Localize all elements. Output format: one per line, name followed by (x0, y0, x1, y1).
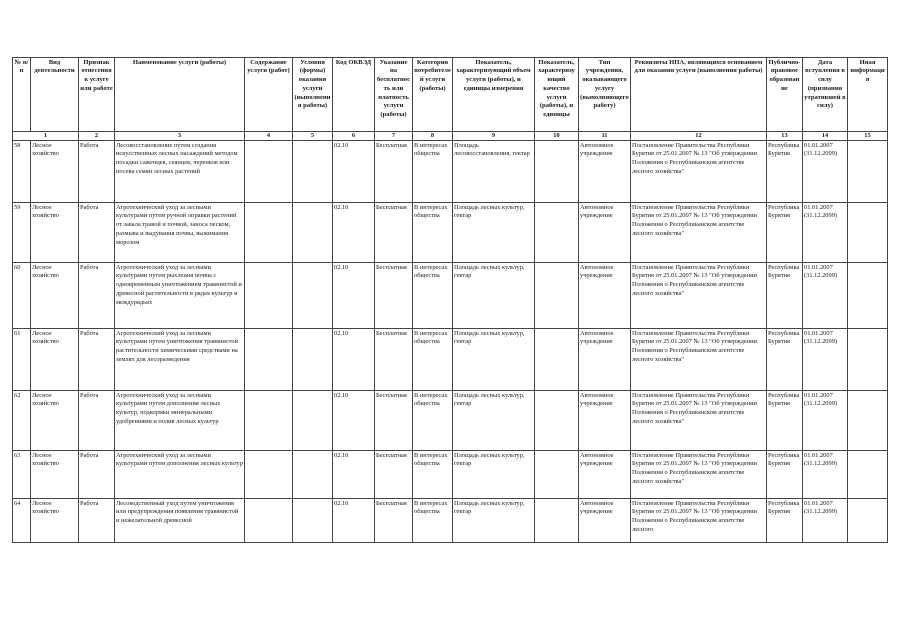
payment-cell (375, 263, 413, 329)
institution-type-cell (579, 451, 631, 499)
public-entity-cell-text: Республика Бурятия (768, 141, 800, 158)
conditions-cell (293, 499, 333, 543)
type-cell (79, 329, 115, 391)
content-cell (245, 391, 293, 451)
header-cell: Реквизиты НПА, являющихся основанием для оказания услуги (выполнения работы) (631, 58, 767, 132)
header-cell: Содержание услуги (работ) (245, 58, 293, 132)
header-cell: Условия (формы) оказания услуги (выполнения работы) (293, 58, 333, 132)
header-cell: Показатель, характеризующий качество услуги (работы), и единицы (535, 58, 579, 132)
row-number-text: 61 (14, 329, 21, 337)
service-name-cell (115, 203, 245, 263)
header-cell: № п/п (13, 58, 31, 132)
public-entity-cell (767, 203, 803, 263)
public-entity-cell (767, 451, 803, 499)
volume-indicator-cell-text: Площадь лесных культур, гектар (454, 391, 525, 408)
public-entity-cell (767, 391, 803, 451)
conditions-cell (293, 263, 333, 329)
content-cell (245, 141, 293, 203)
table-row (13, 499, 888, 543)
table-body (13, 132, 888, 543)
effective-date-cell (803, 203, 848, 263)
institution-type-cell (579, 203, 631, 263)
payment-cell-text: Бесплатная (376, 391, 407, 399)
okved-cell-text: 02.10 (334, 391, 349, 399)
quality-indicator-cell (535, 329, 579, 391)
legal-basis-cell-text: Постановление Правительства Республики Бурятия от 25.01.2007 № 13 "Об утверждении Положения о Республиканском агентстве лесного хозяйства" (632, 203, 757, 237)
table-row (13, 263, 888, 329)
payment-cell (375, 451, 413, 499)
content-cell (245, 203, 293, 263)
consumer-category-cell (413, 141, 453, 203)
payment-cell (375, 141, 413, 203)
consumer-category-cell (413, 499, 453, 543)
legal-basis-cell (631, 141, 767, 203)
conditions-cell (293, 329, 333, 391)
institution-type-cell (579, 499, 631, 543)
volume-indicator-cell (453, 263, 535, 329)
volume-indicator-cell-text: Площадь лесных культур, гектар (454, 329, 525, 346)
row-number (13, 203, 31, 263)
institution-type-cell-text: Автономное учреждение (580, 263, 614, 280)
okved-cell-text: 02.10 (334, 141, 349, 149)
header-cell: Наименование услуги (работы) (115, 58, 245, 132)
volume-indicator-cell-text: Площадь лесных культур, гектар (454, 203, 525, 220)
volume-indicator-cell-text: Площадь лесных культур, гектар (454, 499, 525, 516)
public-entity-cell-text: Республика Бурятия (768, 451, 800, 468)
okved-cell (333, 329, 375, 391)
consumer-category-cell (413, 451, 453, 499)
other-info-cell (848, 263, 888, 329)
service-name-cell (115, 451, 245, 499)
legal-basis-cell (631, 203, 767, 263)
legal-basis-cell-text: Постановление Правительства Республики Бурятия от 25.01.2007 № 13 "Об утверждении Положения о Республиканском агентстве лесного хозяйства" (632, 451, 757, 485)
institution-type-cell (579, 141, 631, 203)
payment-cell-text: Бесплатная (376, 499, 407, 507)
institution-type-cell-text: Автономное учреждение (580, 391, 614, 408)
column-number: 11 (579, 132, 631, 141)
activity-cell-text: Лесное хозяйство (32, 499, 59, 516)
okved-cell (333, 451, 375, 499)
conditions-cell (293, 141, 333, 203)
consumer-category-cell (413, 203, 453, 263)
volume-indicator-cell (453, 451, 535, 499)
consumer-category-cell-text: В интересах общества (414, 451, 448, 468)
header-cell: Показатель, характеризующий объем услуги (работы), и единицы измерения (453, 58, 535, 132)
table-row (13, 451, 888, 499)
header-cell: Признак отнесения к услуге или работе (79, 58, 115, 132)
public-entity-cell (767, 499, 803, 543)
type-cell-text: Работа (80, 263, 99, 271)
conditions-cell (293, 451, 333, 499)
payment-cell-text: Бесплатная (376, 203, 407, 211)
type-cell-text: Работа (80, 499, 99, 507)
header-row (13, 58, 888, 132)
effective-date-cell-text: 01.01.2007 (31.12.2099) (804, 263, 838, 280)
volume-indicator-cell (453, 203, 535, 263)
row-number (13, 329, 31, 391)
content-cell (245, 263, 293, 329)
services-table (12, 57, 888, 543)
quality-indicator-cell (535, 263, 579, 329)
activity-cell-text: Лесное хозяйство (32, 203, 59, 220)
activity-cell-text: Лесное хозяйство (32, 329, 59, 346)
table-row (13, 391, 888, 451)
public-entity-cell-text: Республика Бурятия (768, 499, 800, 516)
header-cell: Указание на бесплатность или платность услуги (работы) (375, 58, 413, 132)
payment-cell-text: Бесплатная (376, 329, 407, 337)
row-number (13, 141, 31, 203)
type-cell (79, 391, 115, 451)
column-number: 15 (848, 132, 888, 141)
other-info-cell (848, 499, 888, 543)
consumer-category-cell (413, 391, 453, 451)
institution-type-cell (579, 263, 631, 329)
institution-type-cell (579, 391, 631, 451)
consumer-category-cell (413, 329, 453, 391)
activity-cell (31, 451, 79, 499)
volume-indicator-cell (453, 329, 535, 391)
header-cell: Публично-правовое образование (767, 58, 803, 132)
row-number (13, 499, 31, 543)
payment-cell (375, 329, 413, 391)
row-number-text: 63 (14, 451, 21, 459)
effective-date-cell (803, 451, 848, 499)
column-number: 3 (115, 132, 245, 141)
row-number-text: 64 (14, 499, 21, 507)
type-cell-text: Работа (80, 451, 99, 459)
service-name-cell-text: Лесоводственный уход путем уничтожения или предупреждения появления травянистой и нежелательной древесной (116, 499, 239, 525)
column-number: 1 (13, 132, 79, 141)
conditions-cell (293, 391, 333, 451)
okved-cell (333, 141, 375, 203)
okved-cell (333, 263, 375, 329)
public-entity-cell (767, 141, 803, 203)
content-cell (245, 451, 293, 499)
activity-cell (31, 499, 79, 543)
institution-type-cell-text: Автономное учреждение (580, 329, 614, 346)
header-cell: Категория потребителей услуги (работы) (413, 58, 453, 132)
activity-cell-text: Лесное хозяйство (32, 141, 59, 158)
table-row (13, 203, 888, 263)
header-cell: Дата вступления в силу (признания утратившей в силу) (803, 58, 848, 132)
consumer-category-cell (413, 263, 453, 329)
public-entity-cell (767, 329, 803, 391)
column-number: 12 (631, 132, 767, 141)
consumer-category-cell-text: В интересах общества (414, 141, 448, 158)
header-cell: Код ОКВЭД (333, 58, 375, 132)
volume-indicator-cell-text: Площадь лесных культур, гектар (454, 451, 525, 468)
volume-indicator-cell-text: Площадь лесовосстановления, гектар (454, 141, 530, 158)
legal-basis-cell-text: Постановление Правительства Республики Бурятия от 25.01.2007 № 13 "Об утверждении Положения о Республиканском агентстве лесного (632, 499, 757, 533)
legal-basis-cell (631, 263, 767, 329)
content-cell (245, 499, 293, 543)
volume-indicator-cell (453, 499, 535, 543)
institution-type-cell (579, 329, 631, 391)
document-page (12, 57, 887, 543)
effective-date-cell-text: 01.01.2007 (31.12.2099) (804, 329, 838, 346)
public-entity-cell-text: Республика Бурятия (768, 329, 800, 346)
effective-date-cell-text: 01.01.2007 (31.12.2099) (804, 499, 838, 516)
effective-date-cell-text: 01.01.2007 (31.12.2099) (804, 391, 838, 408)
column-number: 14 (803, 132, 848, 141)
row-number (13, 391, 31, 451)
institution-type-cell-text: Автономное учреждение (580, 451, 614, 468)
table-row (13, 329, 888, 391)
okved-cell-text: 02.10 (334, 263, 349, 271)
other-info-cell (848, 391, 888, 451)
row-number-text: 58 (14, 141, 21, 149)
legal-basis-cell (631, 499, 767, 543)
column-number: 7 (375, 132, 413, 141)
effective-date-cell (803, 263, 848, 329)
institution-type-cell-text: Автономное учреждение (580, 141, 614, 158)
legal-basis-cell (631, 329, 767, 391)
activity-cell-text: Лесное хозяйство (32, 263, 59, 280)
okved-cell-text: 02.10 (334, 499, 349, 507)
quality-indicator-cell (535, 499, 579, 543)
payment-cell-text: Бесплатная (376, 451, 407, 459)
okved-cell (333, 203, 375, 263)
effective-date-cell-text: 01.01.2007 (31.12.2099) (804, 451, 838, 468)
service-name-cell (115, 391, 245, 451)
service-name-cell (115, 329, 245, 391)
public-entity-cell-text: Республика Бурятия (768, 263, 800, 280)
service-name-cell (115, 141, 245, 203)
payment-cell (375, 499, 413, 543)
payment-cell-text: Бесплатная (376, 263, 407, 271)
quality-indicator-cell (535, 203, 579, 263)
legal-basis-cell-text: Постановление Правительства Республики Бурятия от 25.01.2007 № 13 "Об утверждении Положения о Республиканском агентстве лесного хозяйства" (632, 329, 757, 363)
public-entity-cell-text: Республика Бурятия (768, 391, 800, 408)
activity-cell (31, 263, 79, 329)
activity-cell (31, 141, 79, 203)
volume-indicator-cell-text: Площадь лесных культур, гектар (454, 263, 525, 280)
institution-type-cell-text: Автономное учреждение (580, 499, 614, 516)
header-cell: Вид деятельности (31, 58, 79, 132)
type-cell (79, 141, 115, 203)
conditions-cell (293, 203, 333, 263)
consumer-category-cell-text: В интересах общества (414, 263, 448, 280)
column-number: 9 (453, 132, 535, 141)
activity-cell-text: Лесное хозяйство (32, 391, 59, 408)
okved-cell (333, 391, 375, 451)
type-cell-text: Работа (80, 329, 99, 337)
legal-basis-cell (631, 451, 767, 499)
column-number: 13 (767, 132, 803, 141)
payment-cell-text: Бесплатная (376, 141, 407, 149)
table-row (13, 141, 888, 203)
legal-basis-cell-text: Постановление Правительства Республики Бурятия от 25.01.2007 № 13 "Об утверждении Положения о Республиканском агентстве лесного хозяйства" (632, 263, 757, 297)
legal-basis-cell-text: Постановление Правительства Республики Бурятия от 25.01.2007 № 13 "Об утверждении Положения о Республиканском агентстве лесного хозяйства" (632, 141, 757, 175)
type-cell-text: Работа (80, 203, 99, 211)
service-name-cell-text: Агротехнический уход за лесными культурами путем дополнения лесных культур (116, 451, 243, 468)
column-number: 8 (413, 132, 453, 141)
legal-basis-cell-text: Постановление Правительства Республики Бурятия от 25.01.2007 № 13 "Об утверждении Положения о Республиканском агентстве лесного хозяйства" (632, 391, 757, 425)
type-cell-text: Работа (80, 141, 99, 149)
quality-indicator-cell (535, 391, 579, 451)
row-number (13, 263, 31, 329)
content-cell (245, 329, 293, 391)
institution-type-cell-text: Автономное учреждение (580, 203, 614, 220)
row-number-text: 59 (14, 203, 21, 211)
activity-cell (31, 391, 79, 451)
column-number: 4 (245, 132, 293, 141)
column-number: 5 (293, 132, 333, 141)
activity-cell-text: Лесное хозяйство (32, 451, 59, 468)
effective-date-cell (803, 141, 848, 203)
service-name-cell (115, 263, 245, 329)
volume-indicator-cell (453, 391, 535, 451)
effective-date-cell-text: 01.01.2007 (31.12.2099) (804, 141, 838, 158)
okved-cell-text: 02.10 (334, 329, 349, 337)
service-name-cell-text: Агротехнический уход за лесными культурами путем дополнения лесных культур, подкормки минеральными удобрениями и полив лесных культур (116, 391, 221, 425)
effective-date-cell (803, 499, 848, 543)
type-cell (79, 203, 115, 263)
header-cell: Тип учреждения, оказывающего услугу (выполняющего работу) (579, 58, 631, 132)
public-entity-cell-text: Республика Бурятия (768, 203, 800, 220)
quality-indicator-cell (535, 451, 579, 499)
public-entity-cell (767, 263, 803, 329)
payment-cell (375, 203, 413, 263)
row-number-text: 60 (14, 263, 21, 271)
column-number: 2 (79, 132, 115, 141)
quality-indicator-cell (535, 141, 579, 203)
effective-date-cell (803, 391, 848, 451)
other-info-cell (848, 141, 888, 203)
activity-cell (31, 329, 79, 391)
service-name-cell (115, 499, 245, 543)
column-number-row (13, 132, 888, 141)
volume-indicator-cell (453, 141, 535, 203)
column-number: 6 (333, 132, 375, 141)
other-info-cell (848, 329, 888, 391)
consumer-category-cell-text: В интересах общества (414, 499, 448, 516)
consumer-category-cell-text: В интересах общества (414, 329, 448, 346)
type-cell (79, 263, 115, 329)
type-cell (79, 499, 115, 543)
legal-basis-cell (631, 391, 767, 451)
payment-cell (375, 391, 413, 451)
service-name-cell-text: Лесовосстановление путем создания искусственных лесных насаждений методом посадки саженцев, сеянцев, черенков или посева семян лесных растений (116, 141, 238, 175)
effective-date-cell (803, 329, 848, 391)
effective-date-cell-text: 01.01.2007 (31.12.2099) (804, 203, 838, 220)
okved-cell (333, 499, 375, 543)
type-cell (79, 451, 115, 499)
other-info-cell (848, 203, 888, 263)
service-name-cell-text: Агротехнический уход за лесными культурами путем уничтожения травянистой растительности химическими средствами на землях для лесоразведения (116, 329, 238, 363)
okved-cell-text: 02.10 (334, 203, 349, 211)
service-name-cell-text: Агротехнический уход за лесными культурами путем рыхления почвы с одновременным уничтожением травянистой и древесной растительности в рядах культур и междурядьях (116, 263, 242, 306)
activity-cell (31, 203, 79, 263)
type-cell-text: Работа (80, 391, 99, 399)
service-name-cell-text: Агротехнический уход за лесными культурами путем ручной оправки растений от завала травой и почвой, заноса песком, размыва и выдувания почвы, выжимания морозом (116, 203, 237, 246)
consumer-category-cell-text: В интересах общества (414, 203, 448, 220)
consumer-category-cell-text: В интересах общества (414, 391, 448, 408)
column-number: 10 (535, 132, 579, 141)
row-number-text: 62 (14, 391, 21, 399)
header-cell: Иная информация (848, 58, 888, 132)
row-number (13, 451, 31, 499)
okved-cell-text: 02.10 (334, 451, 349, 459)
other-info-cell (848, 451, 888, 499)
